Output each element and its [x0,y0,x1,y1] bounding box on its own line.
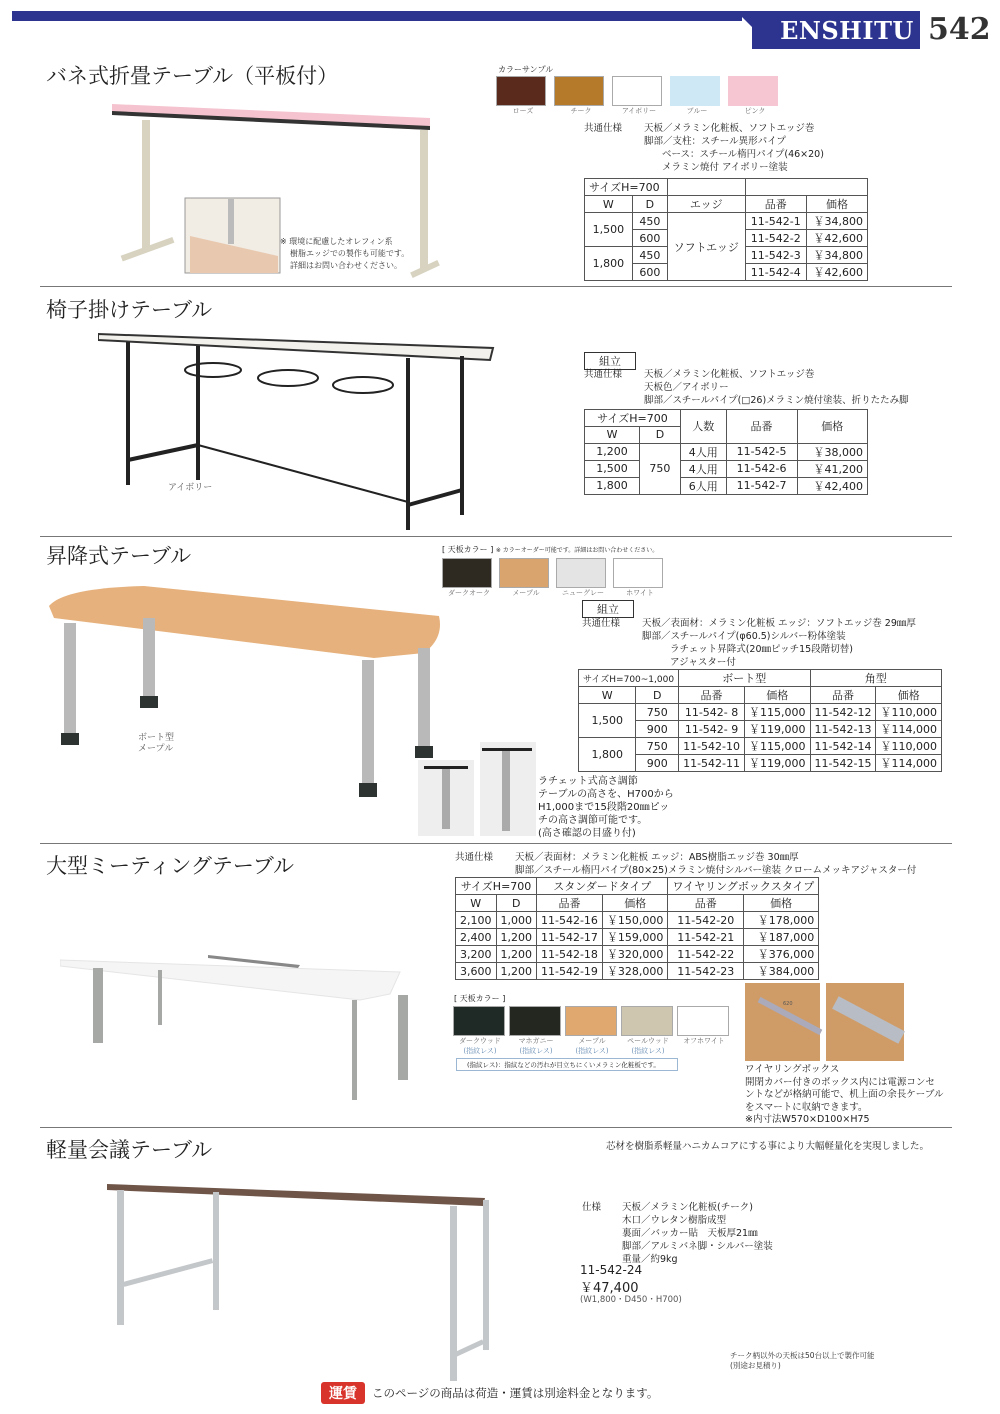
ratchet-low-image [418,760,474,836]
swatch-blue [670,76,720,106]
wiring-box-closed-image: 620 [745,983,820,1061]
ratchet-high-image [480,742,536,836]
ratchet-note: ラチェット式高さ調節 テーブルの高さを、H700から H1,000まで15段階20㎜ピッ チの高さ調節可能です。 (高さ確認の目盛り付) [538,776,674,839]
swatch-maple [565,1006,617,1036]
lifting-table-image [44,578,444,808]
light-conference-table-image [105,1172,490,1387]
section1-price-table: サイズH=700 W D エッジ 品番 価格 1,500 450 ソフトエッジ 11-542-1 ￥34,800 600 11-542-2 ￥42,600 1,800 450 11-542-3 ￥34,800 600 11-542-4 ￥42,600 [584,178,868,281]
divider [40,286,952,287]
section3-swatches: ダークオーク メープル ニューグレー ホワイト [442,558,667,598]
swatch-rose [496,76,546,106]
section5-code: 11-542-24 [580,1263,643,1277]
swatch-pale-wood [621,1006,673,1036]
swatch-new-gray [556,558,606,588]
fingerprint-note: (指紋レス)：指紋などの汚れが目立ちにくいメラミン化粧板です。 [456,1058,678,1071]
wiring-box-description: ワイヤリングボックス 開閉カバー付きのボックス内には電源コンセ ントなどが格納可能で、机上面の余長ケーブル をスマートに収納できます。 ※内寸法W570×D100×H75 [745,1064,944,1125]
swatch-white [613,558,663,588]
section3-price-table: サイズH=700~1,000 ボート型 角型 W D 品番 価格 品番 価格 1,500 750 11-542- 8 ￥115,000 11-542-12 ￥110,000 900 11-542- 9 ￥119,000 11-542-13 ￥114,000 1,800 750 11-542-10 ￥115,000 11-542-14 ￥110,000 900 11-542-11 ￥119,000 11-542-15 ￥114,000 [578,669,942,772]
section5-price: ￥47,400 [580,1281,639,1296]
shipping-badge: 運賃 [321,1382,365,1404]
swatch-dark-oak [442,558,492,588]
swatch-dark-wood [453,1006,505,1036]
brand-label: ENSHITU [752,11,920,49]
header-bar [12,11,742,21]
section1-title: バネ式折畳テーブル（平板付） [46,64,339,88]
section4-swatches: ダークウッド (指紋レス) マホガニー (指紋レス) メープル (指紋レス) ペールウッド (指紋レス) オフホワイト [453,1006,731,1056]
color-sample-label: カラーサンプル [498,65,554,74]
swatch-pink [728,76,778,106]
divider [40,1127,952,1128]
section1-edge-note: ※ 環境に配慮したオレフィン系 樹脂エッジでの製作も可能です。 詳細はお問い合わせください。 [280,237,410,270]
section3-image-caption: ボート型 メープル [138,733,175,754]
chair-hanger-table-image [98,330,498,530]
section5-lead: 芯材を樹脂系軽量ハニカムコアにする事により大幅軽量化を実現しました。 [606,1141,930,1152]
divider [40,843,952,844]
section5-title: 軽量会議テーブル [46,1138,213,1162]
section4-price-table: サイズH=700 スタンダードタイプ ワイヤリングボックスタイプ W D 品番 価格 品番 価格 2,100 1,000 11-542-16 ￥150,000 11-542-20 ￥178,000 2,400 1,200 11-542-17 ￥159,000 11-542-21 ￥187,000 3,200 1,200 11-542-18 ￥320,000 11-542-22 ￥376,000 3,600 1,200 11-542-19 ￥328,000 11-542-23 ￥384,000 [455,877,819,980]
section5-note: チーク柄以外の天板は50台以上で製作可能 (別途お見積り) [730,1351,875,1370]
section4-spec: 共通仕様 天板／表面材：メラミン化粧板 エッジ：ABS樹脂エッジ巻 30㎜厚 脚部／スチール楕円パイプ(80×25)メラミン焼付シルバー塗装 クロームメッキアジャスター付 [455,852,917,876]
assembly-tag: 組立 [584,352,636,370]
assembly-tag: 組立 [582,600,634,618]
section1-swatches: ローズ チーク アイボリー ブルー ピンク [496,76,782,116]
swatch-off-white [677,1006,729,1036]
section3-title: 昇降式テーブル [46,544,192,568]
section5-size: (W1,800・D450・H700) [580,1295,682,1305]
section4-title: 大型ミーティングテーブル [46,854,295,878]
section5-spec: 仕様 天板／メラミン化粧板(チーク) 木口／ウレタン樹脂成型 裏面／バッカー貼 天板厚21㎜ 脚部／アルミバネ脚・シルバー塗装 重量／約9kg [582,1202,773,1265]
swatch-teak [554,76,604,106]
section1-spec: 共通仕様 天板／メラミン化粧板、ソフトエッジ巻 脚部／支柱：スチール異形パイプ ベース：スチール楕円パイプ(46×20) メラミン焼付 アイボリー塗装 [584,123,824,173]
page-number: 542 [928,12,991,47]
swatch-mahogany [509,1006,561,1036]
swatch-ivory [612,76,662,106]
section2-image-caption: アイボリー [168,483,213,493]
section3-top-color-label: [ 天板カラー ] ※ カラーオーダー可能です。詳細はお問い合わせください。 [442,545,659,554]
section3-spec: 共通仕様 天板／表面材：メラミン化粧板 エッジ：ソフトエッジ巻 29㎜厚 脚部／スチールパイプ(φ60.5)シルバー粉体塗装 ラチェット昇降式(20㎜ピッチ15段階切替) アジャスター付 [582,618,916,668]
swatch-maple [499,558,549,588]
footer-note: このページの商品は荷造・運賃は別途料金となります。 [372,1386,659,1400]
section4-top-color-label: [ 天板カラー ] [454,994,506,1003]
section2-title: 椅子掛けテーブル [46,298,213,322]
meeting-table-image [60,950,410,1110]
section2-spec: 共通仕様 天板／メラミン化粧板、ソフトエッジ巻 天板色／アイボリー 脚部／スチールパイプ(□26)メラミン焼付塗装、折りたたみ脚 [584,369,909,406]
wiring-box-open-image [826,983,904,1061]
section2-price-table: サイズH=700 人数 品番 価格 W D 1,200 750 4人用 11-542-5 ￥38,000 1,500 4人用 11-542-6 ￥41,200 1,800 6人用 11-542-7 ￥42,400 [584,409,868,495]
divider [40,536,952,537]
